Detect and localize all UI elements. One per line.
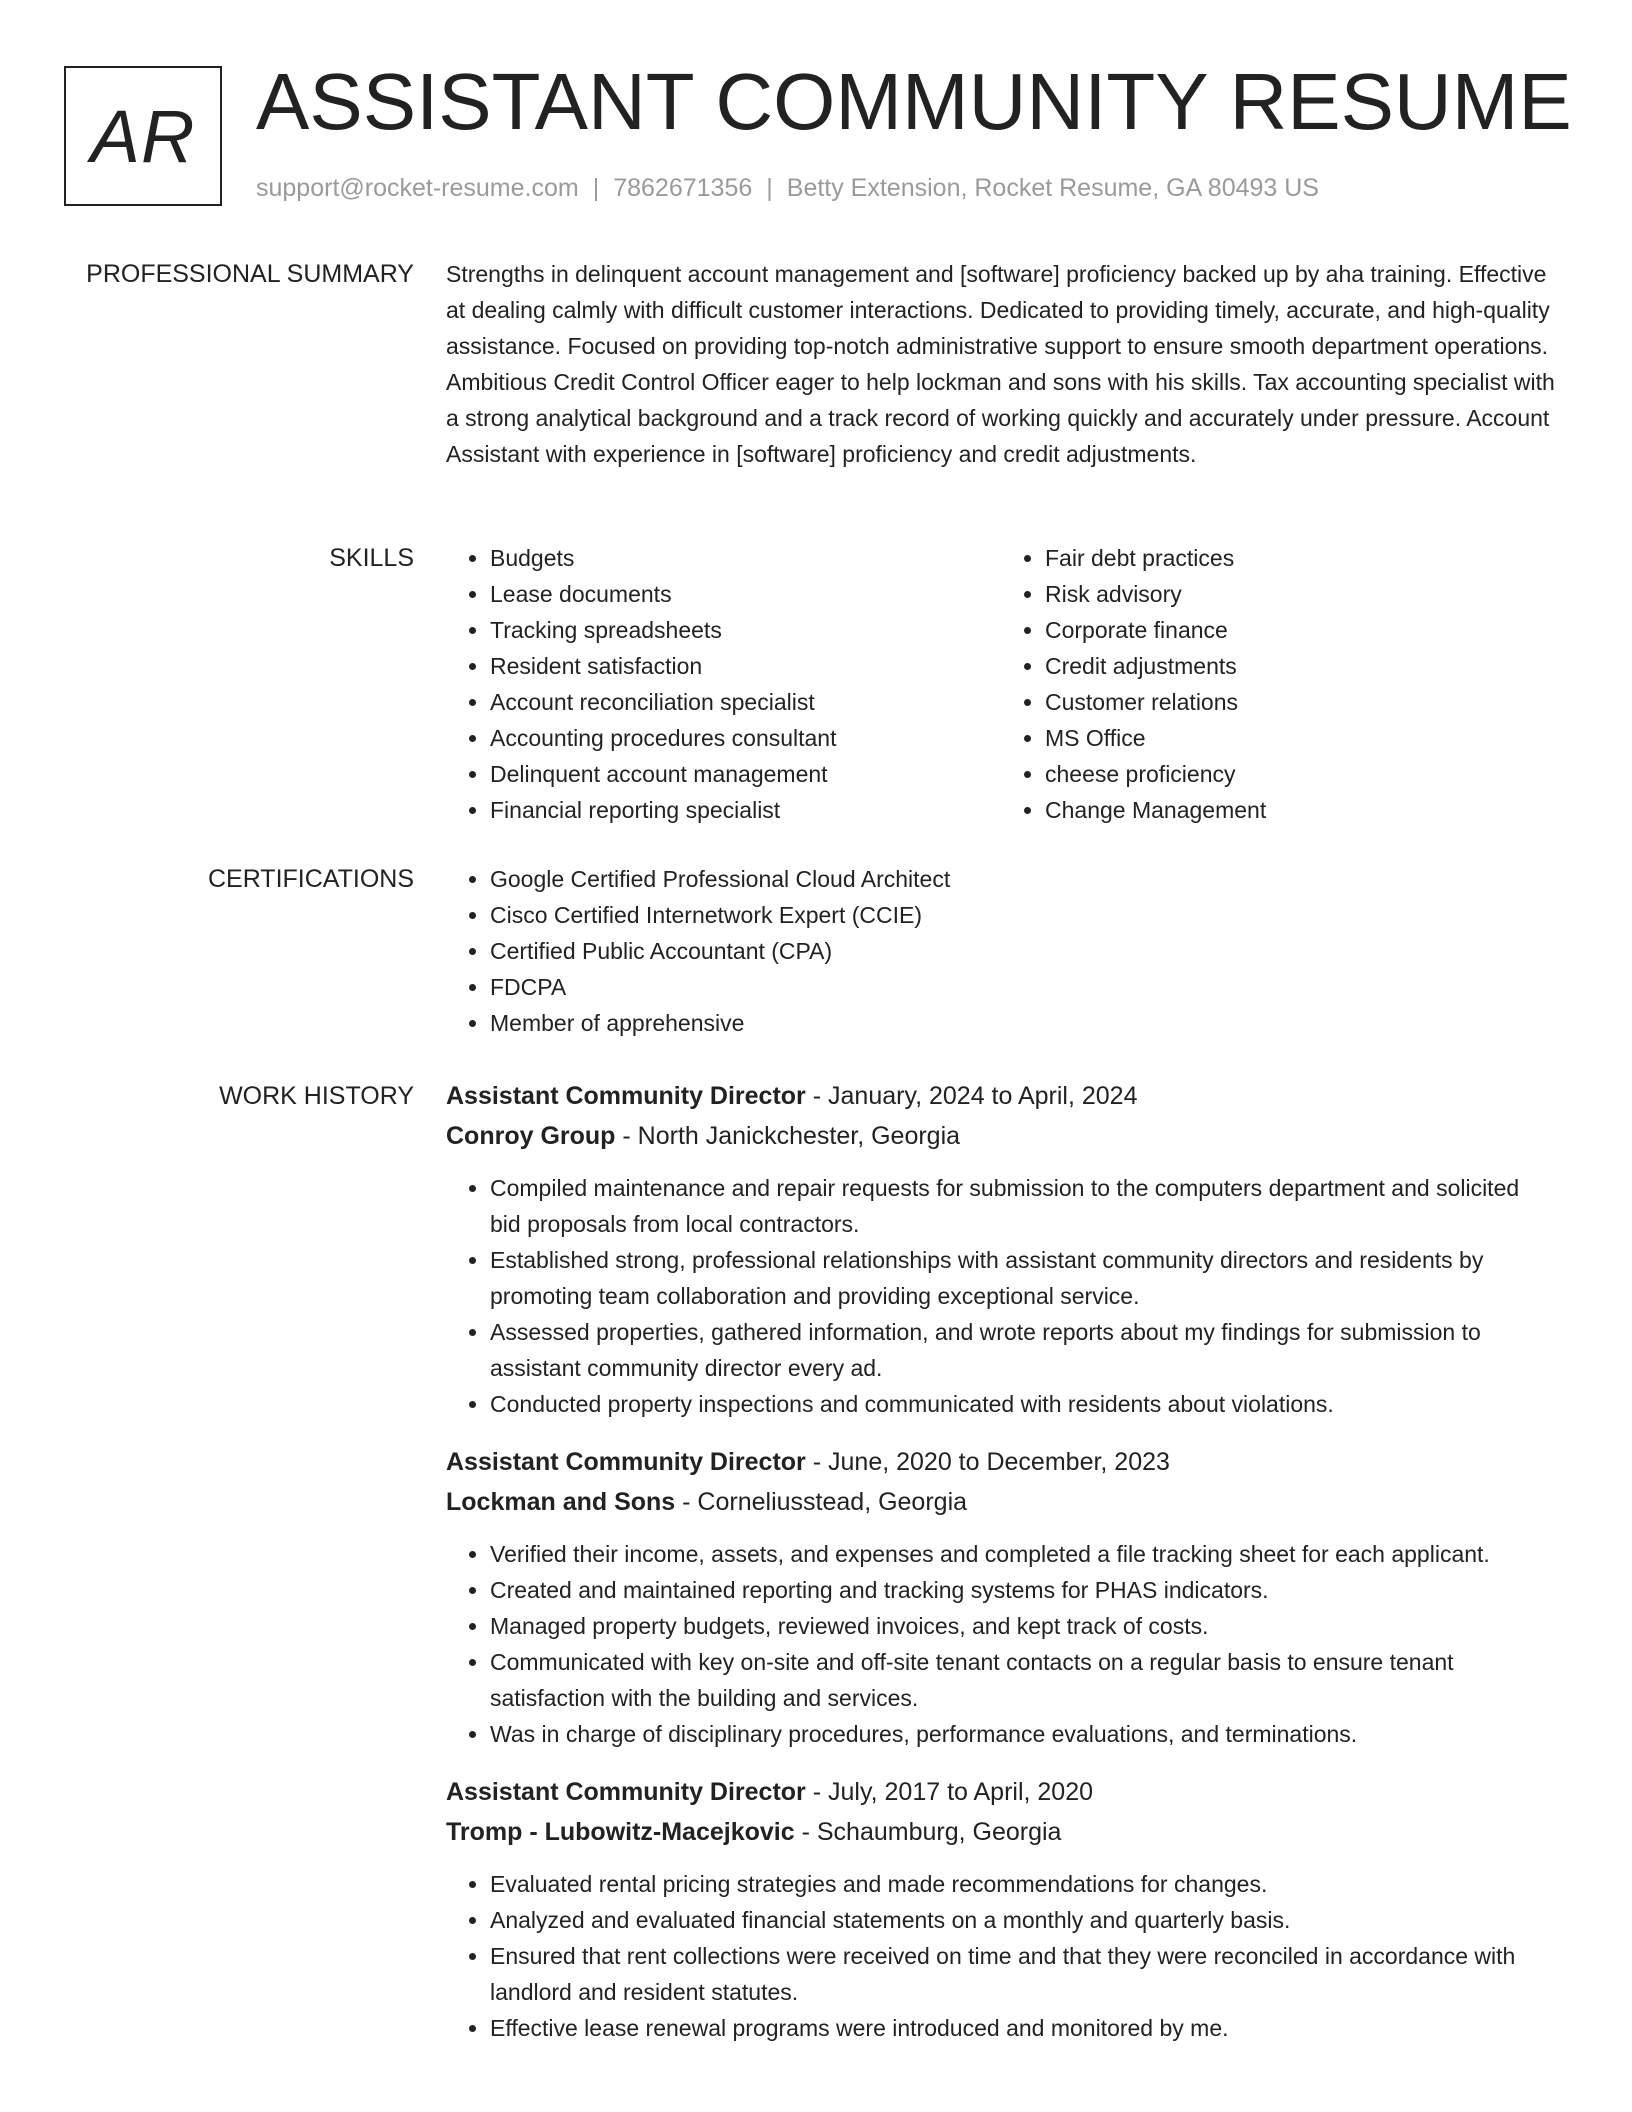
contact-separator: | bbox=[766, 174, 773, 202]
job-bullet: • Created and maintained reporting and tracking systems for PHAS indicators. bbox=[490, 1572, 1556, 1608]
certification-item: • FDCPA bbox=[490, 969, 1556, 1005]
job-title-line bbox=[446, 1442, 1556, 1482]
job-bullet: • Ensured that rent collections were received on time and that they were reconciled in accordance with landlord and resident statutes. bbox=[490, 1938, 1556, 2010]
skills-list-left bbox=[446, 540, 1001, 828]
job-bullet: • Assessed properties, gathered information, and wrote reports about my findings for submission to assistant community director every ad. bbox=[490, 1314, 1556, 1386]
job-bullet: • Was in charge of disciplinary procedures, performance evaluations, and terminations. bbox=[490, 1716, 1556, 1752]
job-entry bbox=[446, 1772, 1556, 2046]
work-history-body bbox=[446, 1076, 1556, 2066]
job-bullet: • Verified their income, assets, and expenses and completed a file tracking sheet for each applicant. bbox=[490, 1536, 1556, 1572]
skill-item: • MS Office bbox=[1045, 720, 1556, 756]
job-location: - Corneliusstead, Georgia bbox=[675, 1488, 968, 1516]
skill-item: • Accounting procedures consultant bbox=[490, 720, 1001, 756]
skill-item: • Change Management bbox=[1045, 792, 1556, 828]
job-bullet: • Conducted property inspections and communicated with residents about violations. bbox=[490, 1386, 1556, 1422]
job-bullets bbox=[446, 1866, 1556, 2046]
certifications-list bbox=[446, 861, 1556, 1041]
skill-item: • Credit adjustments bbox=[1045, 648, 1556, 684]
summary-text: Strengths in delinquent account management and [software] proficiency backed up by aha training. Effective at dealing calmly with difficult customer interactions. Dedicated to providing timely, accurate, and high-quality assistance. Focused on providing top-notch administrative support to ensure smooth department operations. Ambitious Credit Control Officer eager to help lockman and sons with his skills. Tax accounting specialist with a strong analytical background and a track record of working quickly and accurately under pressure. Account Assistant with experience in [software] proficiency and credit adjustments. bbox=[446, 261, 1555, 467]
skill-item: • Resident satisfaction bbox=[490, 648, 1001, 684]
job-company-line bbox=[446, 1116, 1556, 1156]
job-dates: - June, 2020 to December, 2023 bbox=[805, 1448, 1170, 1476]
skill-item: • Delinquent account management bbox=[490, 756, 1001, 792]
skills-list-right bbox=[1001, 540, 1556, 828]
certification-item: • Certified Public Accountant (CPA) bbox=[490, 933, 1556, 969]
job-company: Conroy Group bbox=[446, 1122, 616, 1150]
skill-item: • Risk advisory bbox=[1045, 576, 1556, 612]
section-label-work-history: WORK HISTORY bbox=[219, 1082, 414, 1110]
contact-line bbox=[256, 174, 1319, 203]
skill-item: • Fair debt practices bbox=[1045, 540, 1556, 576]
certification-item: • Google Certified Professional Cloud Architect bbox=[490, 861, 1556, 897]
job-company-line bbox=[446, 1812, 1556, 1852]
contact-phone[interactable]: 7862671356 bbox=[613, 174, 753, 202]
contact-address: Betty Extension, Rocket Resume, GA 80493 US bbox=[786, 174, 1319, 202]
job-company: Tromp - Lubowitz-Macejkovic bbox=[446, 1818, 795, 1846]
job-bullets bbox=[446, 1170, 1556, 1422]
summary-body bbox=[446, 256, 1556, 472]
job-bullet: • Managed property budgets, reviewed invoices, and kept track of costs. bbox=[490, 1608, 1556, 1644]
contact-separator: | bbox=[592, 174, 600, 202]
job-title: Assistant Community Director bbox=[446, 1082, 806, 1110]
job-bullet: • Evaluated rental pricing strategies and made recommendations for changes. bbox=[490, 1866, 1556, 1902]
skill-item: • Tracking spreadsheets bbox=[490, 612, 1001, 648]
skills-columns bbox=[446, 540, 1556, 828]
job-title: Assistant Community Director bbox=[446, 1778, 806, 1806]
monogram-logo: AR bbox=[64, 66, 222, 206]
section-label-skills: SKILLS bbox=[329, 544, 414, 572]
job-company-line bbox=[446, 1482, 1556, 1522]
certification-item: • Cisco Certified Internetwork Expert (CCIE) bbox=[490, 897, 1556, 933]
job-location: - North Janickchester, Georgia bbox=[615, 1122, 961, 1150]
job-location: - Schaumburg, Georgia bbox=[794, 1818, 1062, 1846]
job-bullet: • Analyzed and evaluated financial statements on a monthly and quarterly basis. bbox=[490, 1902, 1556, 1938]
job-bullet: • Effective lease renewal programs were introduced and monitored by me. bbox=[490, 2010, 1556, 2046]
job-entry bbox=[446, 1442, 1556, 1752]
skill-item: • Lease documents bbox=[490, 576, 1001, 612]
resume-title: ASSISTANT COMMUNITY RESUME bbox=[256, 57, 1572, 146]
job-bullet: • Compiled maintenance and repair requests for submission to the computers department and solicited bid proposals from local contractors. bbox=[490, 1170, 1556, 1242]
job-title-line bbox=[446, 1076, 1556, 1116]
job-bullet: • Established strong, professional relationships with assistant community directors and residents by promoting team collaboration and providing exceptional service. bbox=[490, 1242, 1556, 1314]
skill-item: • Account reconciliation specialist bbox=[490, 684, 1001, 720]
skill-item: • Corporate finance bbox=[1045, 612, 1556, 648]
certifications-body bbox=[446, 861, 1556, 1041]
job-dates: - July, 2017 to April, 2020 bbox=[805, 1778, 1094, 1806]
job-bullets bbox=[446, 1536, 1556, 1752]
skill-item: • Budgets bbox=[490, 540, 1001, 576]
certification-item: • Member of apprehensive bbox=[490, 1005, 1556, 1041]
section-label-summary: PROFESSIONAL SUMMARY bbox=[86, 260, 414, 288]
skill-item: • Financial reporting specialist bbox=[490, 792, 1001, 828]
skill-item: • cheese proficiency bbox=[1045, 756, 1556, 792]
job-title: Assistant Community Director bbox=[446, 1448, 806, 1476]
job-title-line bbox=[446, 1772, 1556, 1812]
job-bullet: • Communicated with key on-site and off-site tenant contacts on a regular basis to ensure tenant satisfaction with the building and services. bbox=[490, 1644, 1556, 1716]
contact-email[interactable]: support@rocket-resume.com bbox=[256, 174, 579, 202]
job-company: Lockman and Sons bbox=[446, 1488, 676, 1516]
skill-item: • Customer relations bbox=[1045, 684, 1556, 720]
job-entry bbox=[446, 1076, 1556, 1422]
section-label-certifications: CERTIFICATIONS bbox=[207, 865, 414, 893]
job-dates: - January, 2024 to April, 2024 bbox=[805, 1082, 1138, 1110]
